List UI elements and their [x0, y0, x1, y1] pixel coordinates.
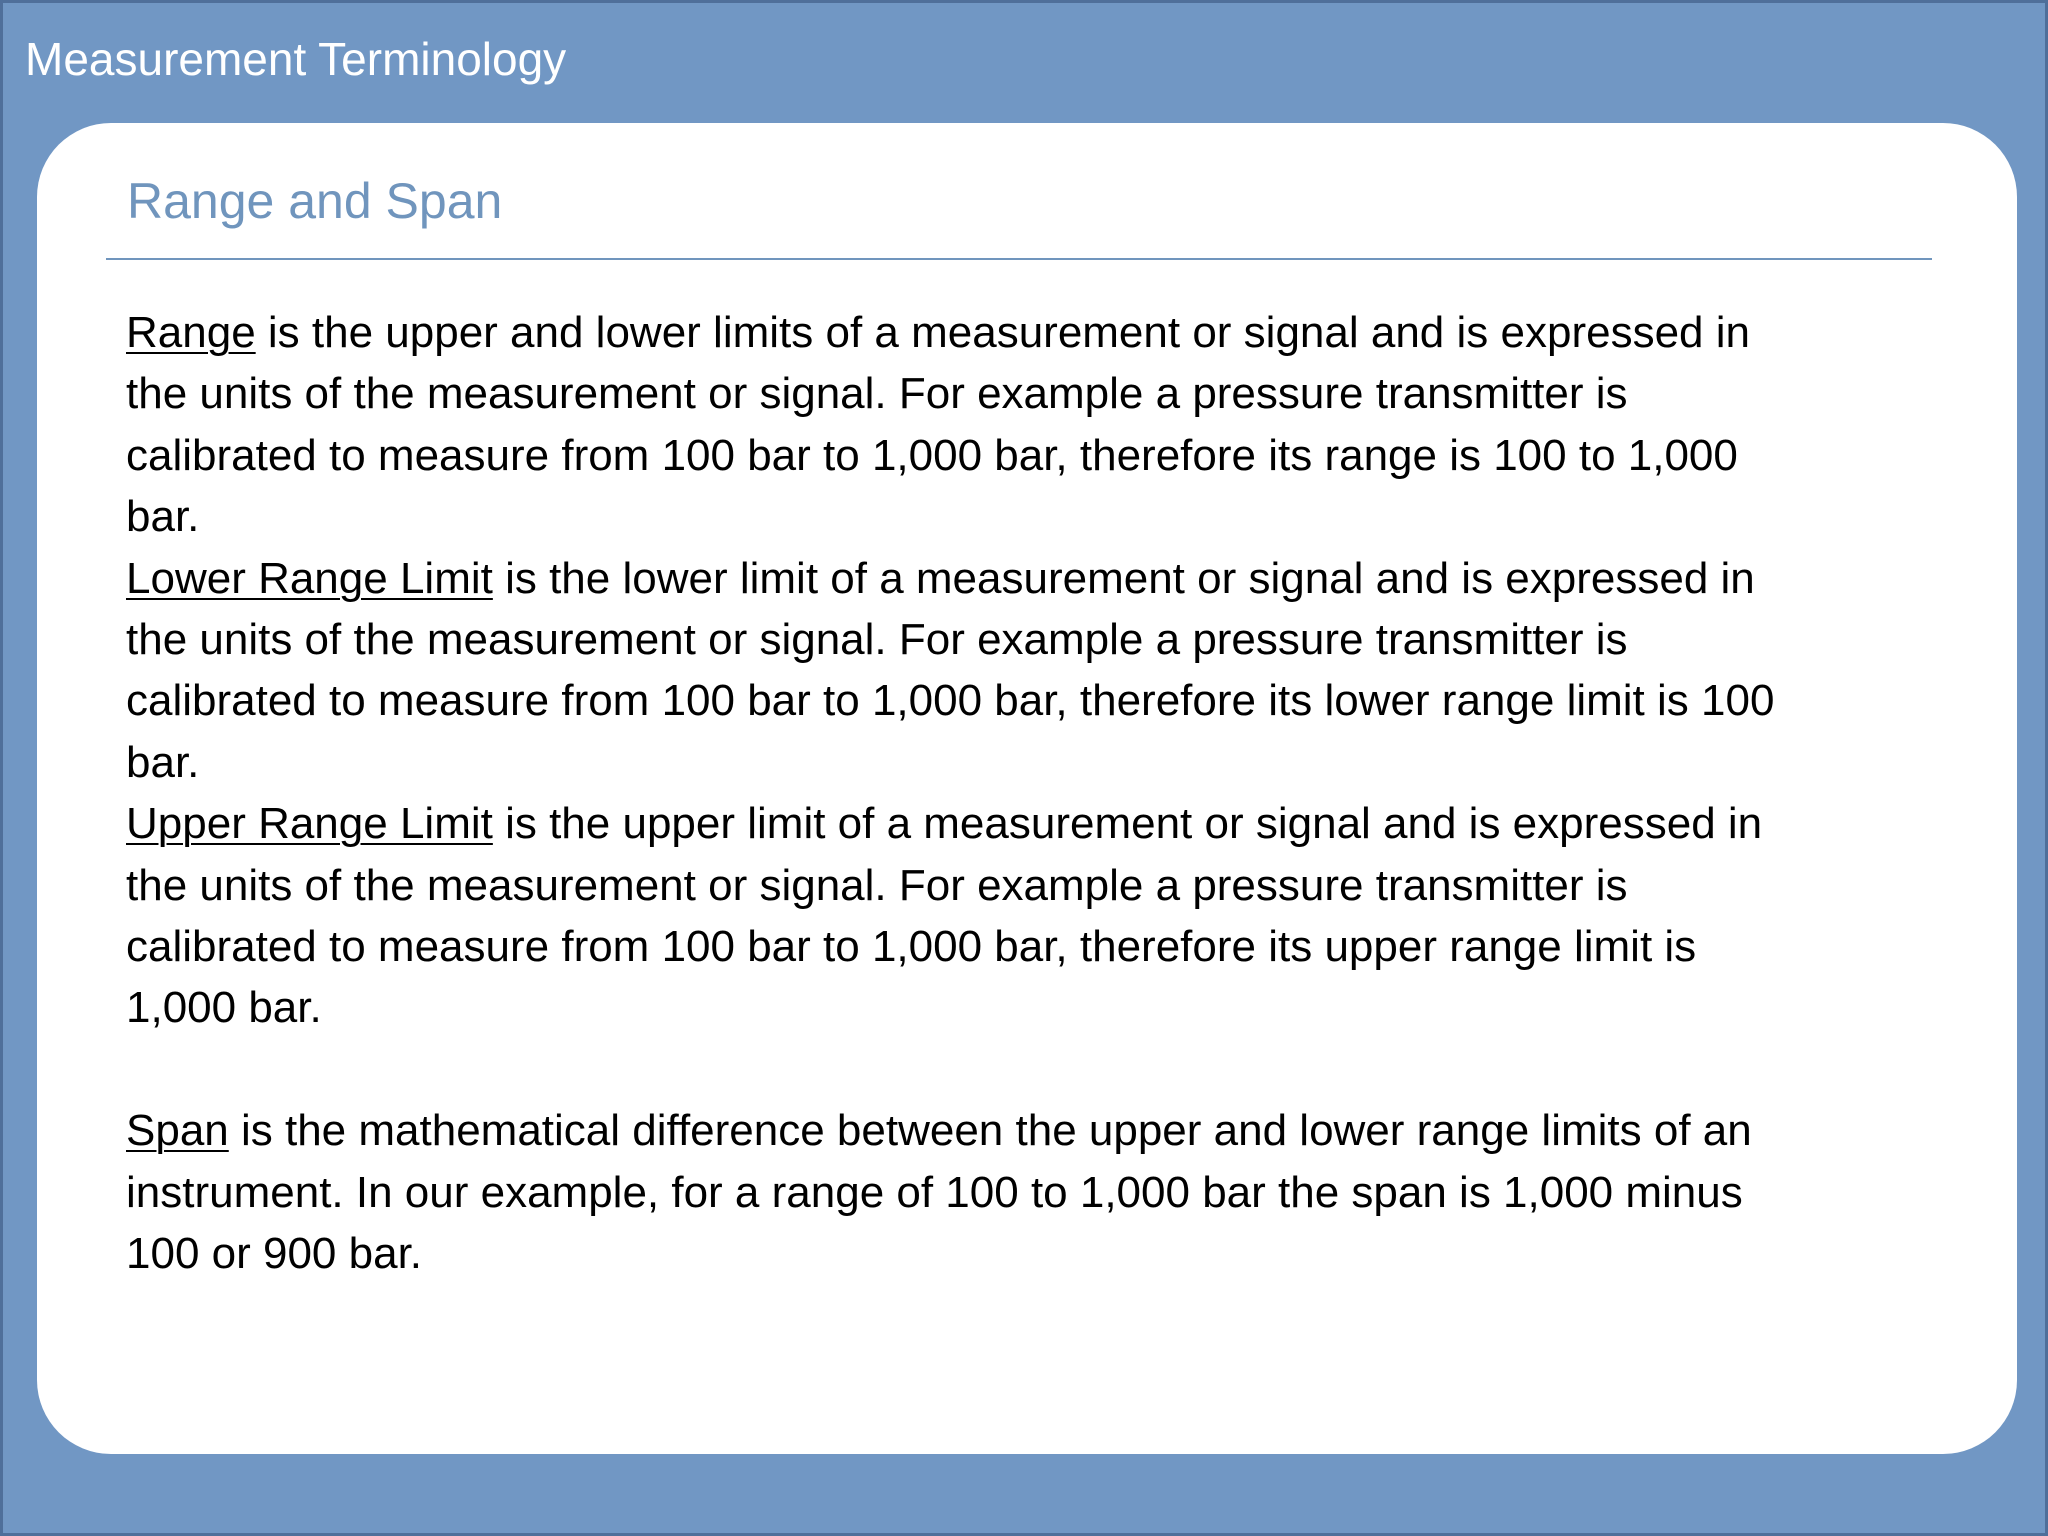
span-definition: [126, 1100, 1966, 1284]
upper-range-limit-term: Upper Range Limit: [126, 799, 493, 849]
span-definition-text: is the mathematical difference between the upper and lower range limits of an instrument. In our example, for a range of 100 to 1,000 bar the span is 1,000 minus 100 or 900 bar.: [126, 1106, 1752, 1279]
upper-range-limit-definition: [126, 793, 1966, 1039]
upper-range-limit-definition-text: is the upper limit of a measurement or signal and is expressed in the units of the measurement or signal. For example a pressure transmitter is calibrated to measure from 100 bar to 1,000 bar, therefore its upper range limit is 1,000 bar.: [126, 799, 1763, 1033]
range-definition: [126, 302, 1966, 548]
lower-range-limit-definition-text: is the lower limit of a measurement or signal and is expressed in the units of the measurement or signal. For example a pressure transmitter is calibrated to measure from 100 bar to 1,000 bar, therefore its lower range limit is 100 bar.: [126, 553, 1775, 787]
lower-range-limit-definition: [126, 548, 1966, 794]
paragraph-spacer: [126, 1039, 1966, 1100]
slide-header-title: Measurement Terminology: [25, 33, 567, 85]
lower-range-limit-term: Lower Range Limit: [126, 553, 493, 603]
section-title: Range and Span: [127, 173, 503, 229]
section-divider: [106, 258, 1932, 260]
content-card: [37, 123, 2017, 1454]
range-term: Range: [126, 308, 256, 357]
range-definition-text: is the upper and lower limits of a measurement or signal and is expressed in the units of the measurement or signal. For example a pressure transmitter is calibrated to measure from 100 bar to 1,000 bar, therefore its range is 100 to 1,000 bar.: [126, 308, 1750, 542]
span-term: Span: [126, 1106, 229, 1156]
definitions-body: [126, 302, 1966, 1284]
